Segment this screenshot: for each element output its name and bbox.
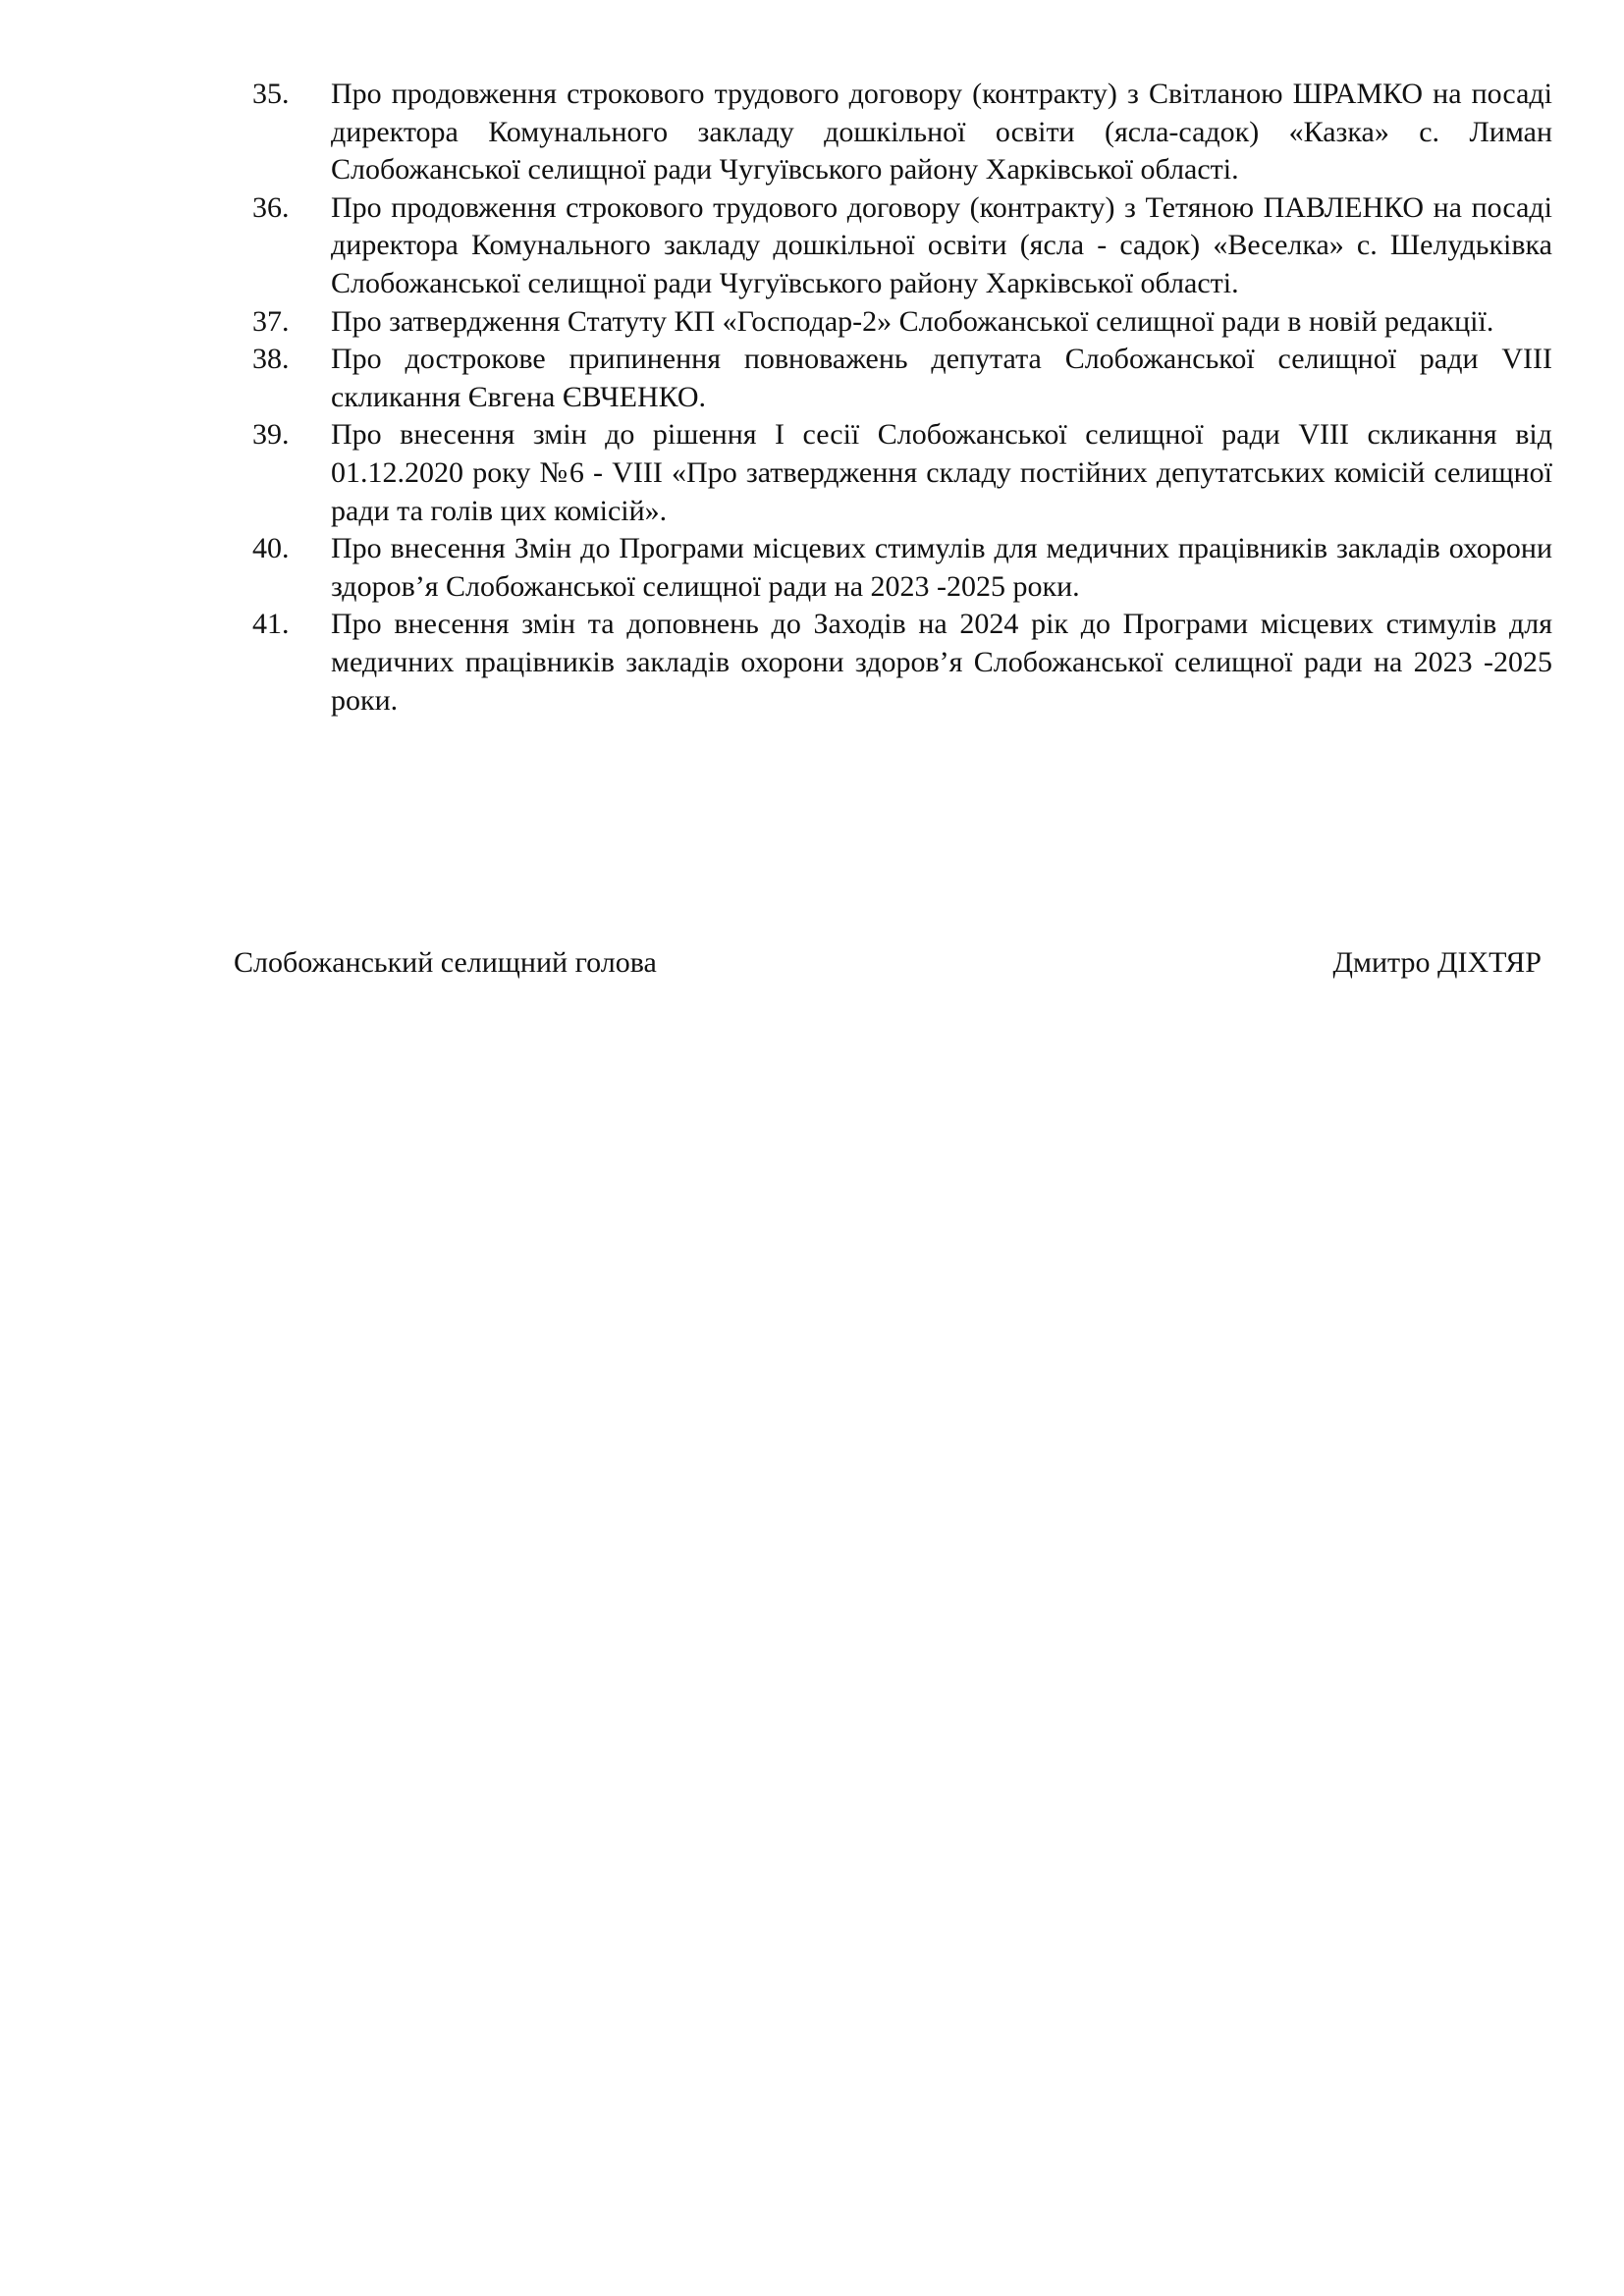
agenda-list (252, 76, 1552, 720)
signatory-position: Слобожанський селищний голова (234, 946, 657, 979)
agenda-item-39 (252, 416, 1552, 530)
agenda-item-38 (252, 341, 1552, 416)
agenda-item-41 (252, 606, 1552, 720)
agenda-item-40 (252, 530, 1552, 606)
item-number: 37. (252, 304, 290, 338)
agenda-item-36 (252, 189, 1552, 303)
item-text: Про затвердження Статуту КП «Господар-2» Слобожанської селищної ради в новій редакції. (331, 304, 1494, 338)
signatory-name: Дмитро ДІХТЯР (1332, 946, 1542, 979)
item-text: Про продовження строкового трудового договору (контракту) з Тетяною ПАВЛЕНКО на посаді директора Комунального закладу дошкільної освіти (ясла - садок) «Веселка» с. Шелудьківка Слобожанської селищної ради Чугуївського району Харківської області. (331, 190, 1552, 299)
item-text: Про внесення змін та доповнень до Заходів на 2024 рік до Програми місцевих стимулів для медичних працівників закладів охорони здоров’я Слобожанської селищної ради на 2023 -2025 роки. (331, 608, 1552, 717)
item-text: Про дострокове припинення повноважень депутата Слобожанської селищної ради VIII скликання Євгена ЄВЧЕНКО. (331, 343, 1552, 413)
agenda-item-37 (252, 303, 1552, 342)
item-number: 35. (252, 78, 290, 110)
item-text: Про продовження строкового трудового договору (контракту) з Світланою ШРАМКО на посаді директора Комунального закладу дошкільної освіти (ясла-садок) «Казка» с. Лиман Слобожанської селищної ради Чугуївського району Харківської області. (331, 78, 1552, 187)
item-text: Про внесення Змін до Програми місцевих стимулів для медичних працівників закладів охорони здоров’я Слобожанської селищної ради на 2023 -2025 роки. (331, 532, 1552, 603)
agenda-item-35 (252, 76, 1552, 189)
item-number: 39. (252, 418, 290, 452)
item-number: 36. (252, 190, 290, 224)
item-text: Про внесення змін до рішення І сесії Слобожанської селищної ради VIII скликання від 01.12.2020 року №6 - VIII «Про затвердження складу постійних депутатських комісій селищної ради та голів цих комісій». (331, 418, 1552, 527)
item-number: 41. (252, 608, 290, 641)
item-number: 38. (252, 343, 290, 376)
item-number: 40. (252, 532, 290, 565)
